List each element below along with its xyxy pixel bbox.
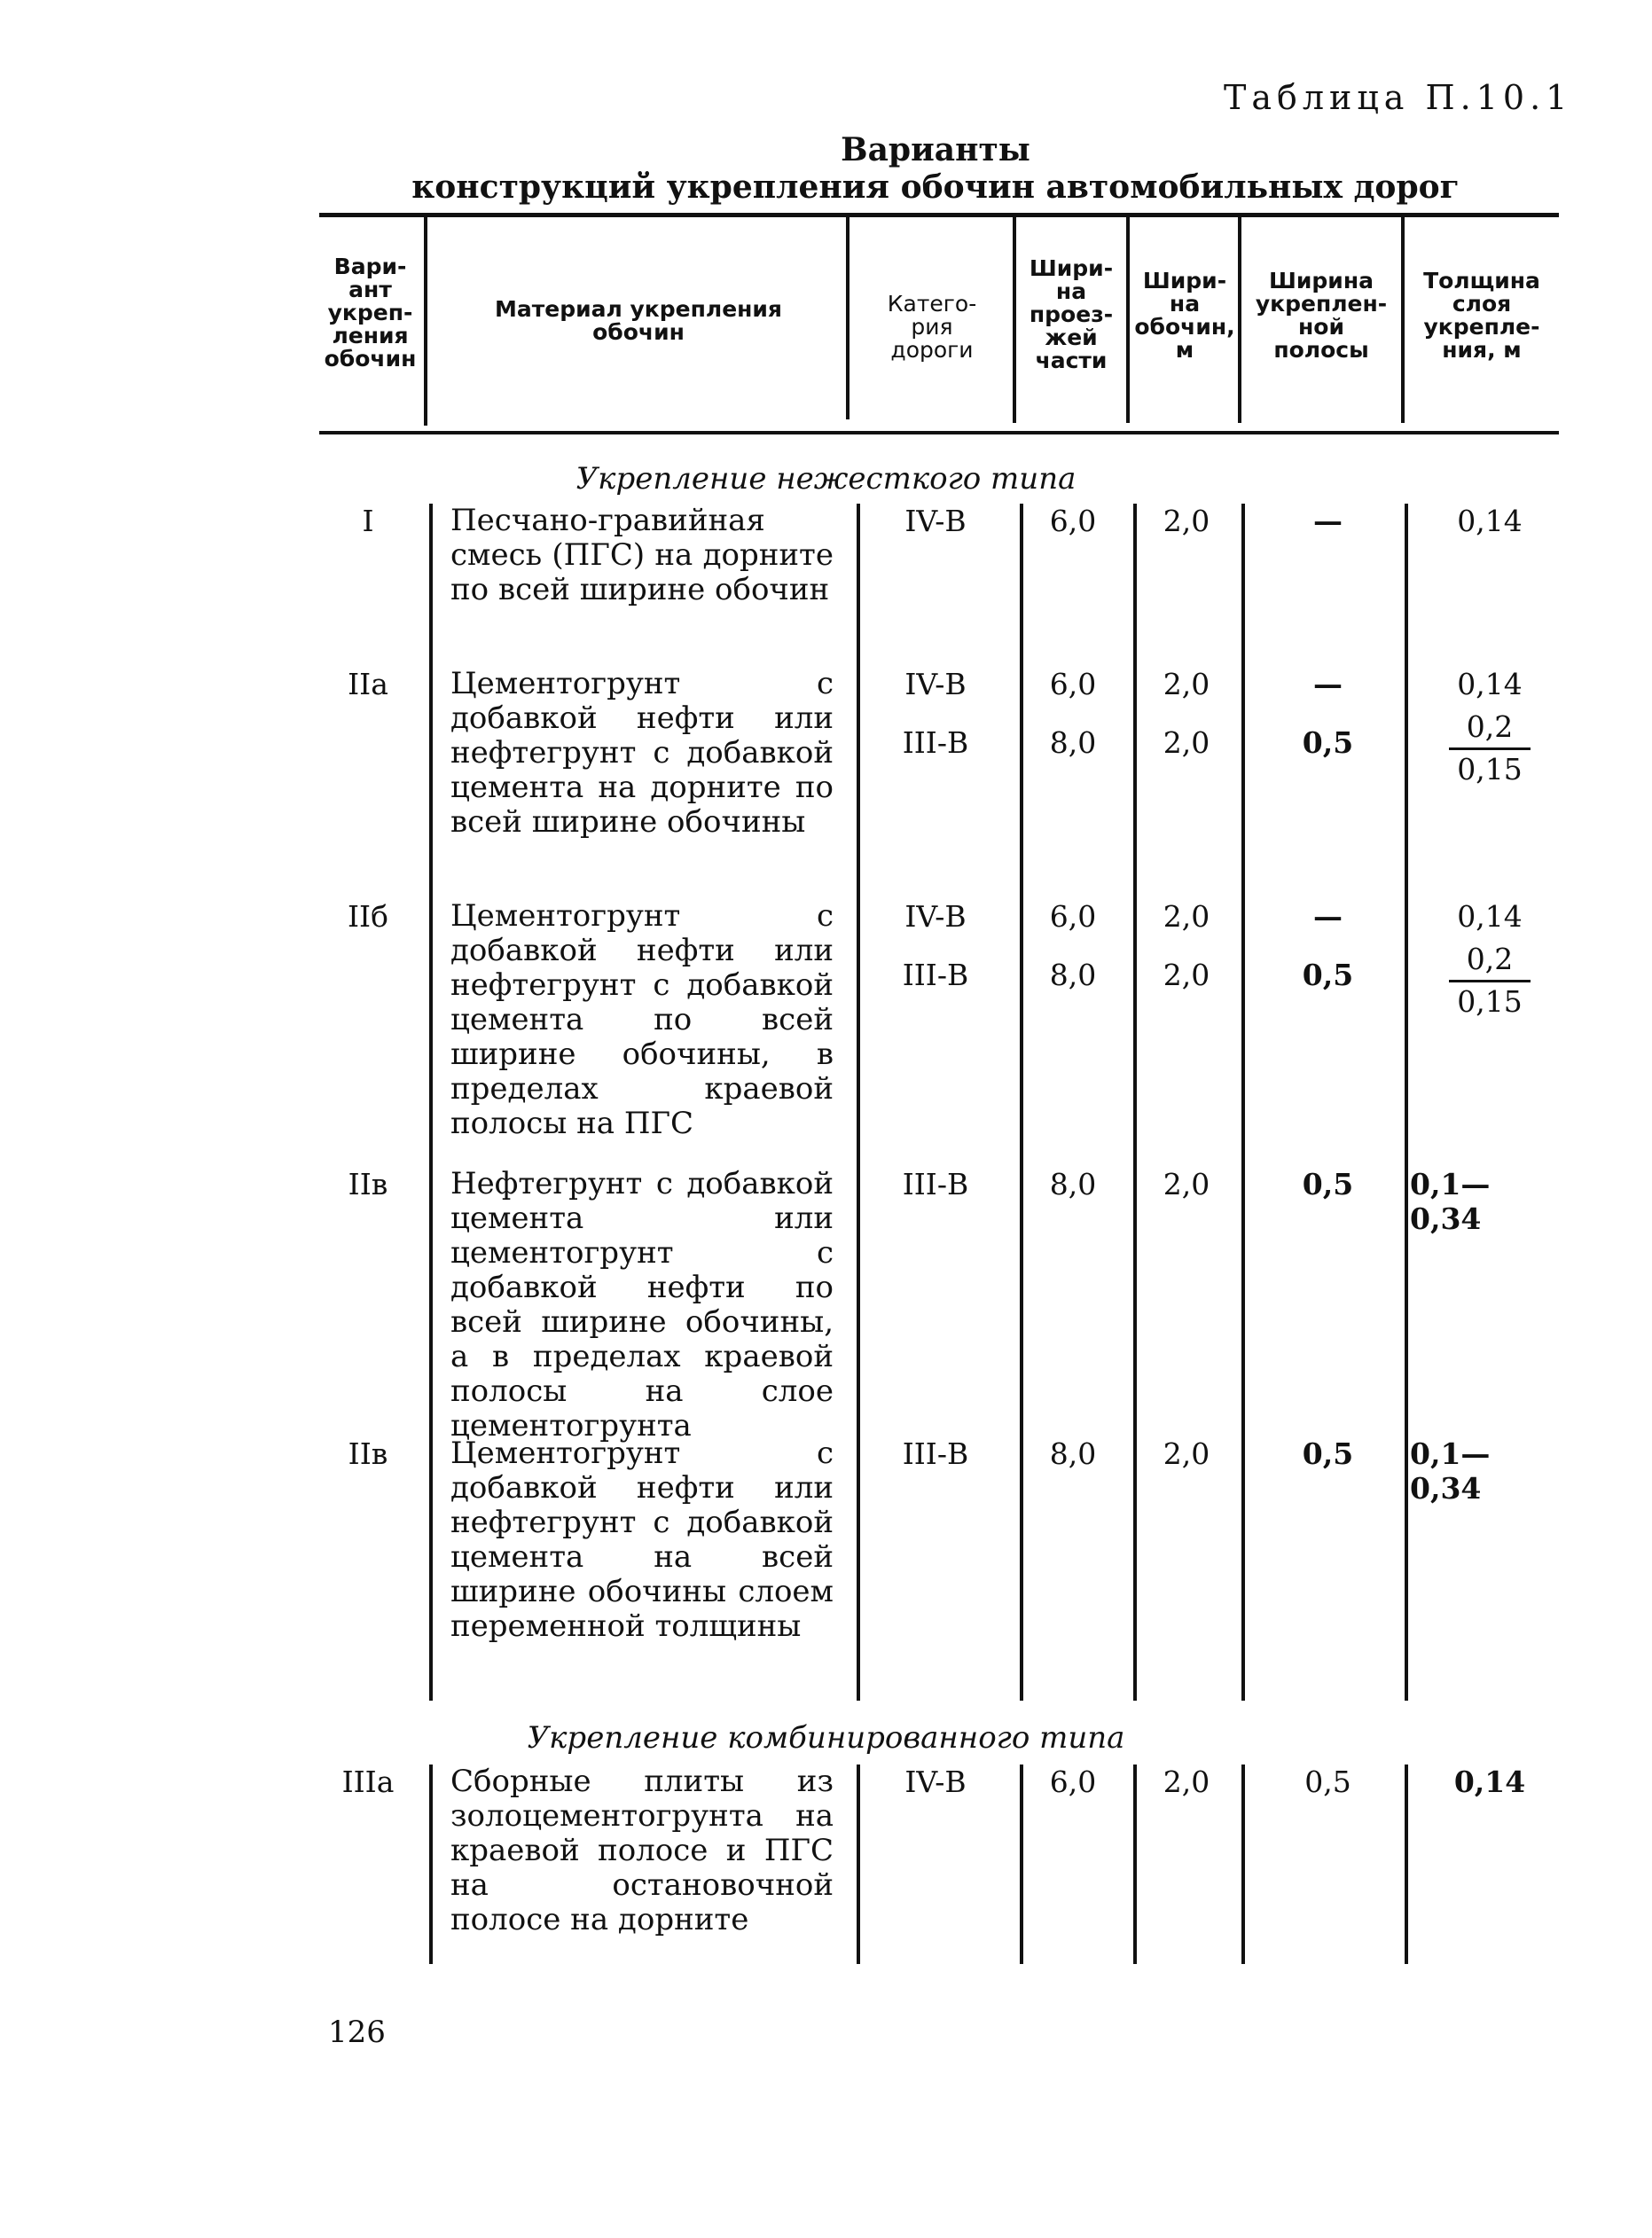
row-strip: — <box>1313 667 1343 701</box>
section-title-nonrigid: Укрепление нежесткого типа <box>575 461 1077 497</box>
header-category: Катего- рия дороги <box>887 291 977 363</box>
row-material: Цементогрунт с добавкой нефти или нефтегрунт с добавкой цемента по всей ширине обочины, в пределах краевой полосы на ПГС <box>450 898 834 1141</box>
row-variant: I <box>362 504 374 538</box>
row-category: IV-В <box>904 667 967 701</box>
fraction-numerator: 0,2 <box>1449 942 1531 982</box>
row-category: III-В <box>902 1436 969 1471</box>
header-divider <box>1401 217 1405 423</box>
row-carriageway: 8,0 <box>1049 725 1097 760</box>
column-divider <box>429 504 433 1701</box>
row-strip: 0,5 <box>1302 725 1354 760</box>
row-category: IV-В <box>904 899 967 934</box>
header-divider <box>424 217 427 426</box>
row-carriageway: 6,0 <box>1049 899 1097 934</box>
row-strip: 0,5 <box>1302 1167 1354 1201</box>
header-variant: Вари- ант укреп- ления обочин <box>324 254 417 372</box>
row-strip: — <box>1313 504 1343 538</box>
row-category: IV-В <box>904 504 967 538</box>
row-strip: 0,5 <box>1304 1765 1351 1799</box>
row-shoulder: 2,0 <box>1163 725 1210 760</box>
header-carriageway: Шири- на проез- жей части <box>1029 255 1114 373</box>
row-thickness: 0,14 <box>1457 504 1523 538</box>
row-material: Песчано-гравийная смесь (ПГС) на дорните по всей ширине обочин <box>450 503 834 607</box>
row-carriageway: 6,0 <box>1049 1765 1097 1799</box>
header-divider <box>1238 217 1241 423</box>
header-divider <box>1013 217 1016 423</box>
table-title-line1: Варианты <box>841 131 1030 168</box>
row-category: IV-В <box>904 1765 967 1799</box>
header-bottom-rule <box>319 431 1559 434</box>
row-shoulder: 2,0 <box>1163 899 1210 934</box>
header-thickness: Толщина слоя укрепле- ния, м <box>1423 268 1540 363</box>
row-variant: IIв <box>348 1167 388 1201</box>
row-carriageway: 8,0 <box>1049 1436 1097 1471</box>
row-material: Нефтегрунт с добавкой цемента или цементогрунт с добавкой нефти по всей ширине обочины, а в пределах краевой полосы на слое цементогрунта <box>450 1166 834 1444</box>
fraction-denominator: 0,15 <box>1457 984 1523 1019</box>
row-carriageway: 6,0 <box>1049 504 1097 538</box>
row-variant: IIа <box>348 667 388 701</box>
row-thickness: 0,14 <box>1457 899 1523 934</box>
row-thickness: 0,1—0,34 <box>1410 1167 1491 1236</box>
fraction-denominator: 0,15 <box>1457 752 1523 786</box>
row-thickness-fraction <box>1414 942 1565 1019</box>
row-category: III-В <box>902 958 969 992</box>
row-thickness: 0,14 <box>1457 667 1523 701</box>
row-variant: IIб <box>348 899 388 934</box>
row-shoulder: 2,0 <box>1163 1765 1210 1799</box>
row-category: III-В <box>902 1167 969 1201</box>
row-shoulder: 2,0 <box>1163 1436 1210 1471</box>
row-category: III-В <box>902 725 969 760</box>
header-material: Материал укрепления обочин <box>495 296 782 345</box>
row-shoulder: 2,0 <box>1163 1167 1210 1201</box>
column-divider <box>1241 1765 1245 1964</box>
row-shoulder: 2,0 <box>1163 667 1210 701</box>
fraction-numerator: 0,2 <box>1449 709 1531 750</box>
row-shoulder: 2,0 <box>1163 504 1210 538</box>
row-strip: 0,5 <box>1302 1436 1354 1471</box>
column-divider <box>1241 504 1245 1701</box>
row-variant: IIв <box>348 1436 388 1471</box>
row-shoulder: 2,0 <box>1163 958 1210 992</box>
header-strip: Ширина укреплен- ной полосы <box>1255 268 1388 363</box>
row-carriageway: 8,0 <box>1049 958 1097 992</box>
table-title-line2: конструкций укрепления обочин автомобильных дорог <box>411 168 1460 206</box>
row-thickness-fraction <box>1414 709 1565 786</box>
row-strip: — <box>1313 899 1343 934</box>
header-divider <box>846 217 849 419</box>
section-title-combined: Укрепление комбинированного типа <box>527 1720 1125 1756</box>
row-material: Цементогрунт с добавкой нефти или нефтегрунт с добавкой цемента на всей ширине обочины слоем переменной толщины <box>450 1436 834 1644</box>
row-carriageway: 6,0 <box>1049 667 1097 701</box>
column-divider <box>429 1765 433 1964</box>
header-shoulder: Шири- на обочин, м <box>1134 268 1235 363</box>
row-thickness: 0,14 <box>1453 1765 1526 1799</box>
table-label: Таблица П.10.1 <box>1224 78 1573 117</box>
row-thickness: 0,1—0,34 <box>1410 1436 1491 1506</box>
row-material: Сборные плиты из золоцементогрунта на краевой полосе и ПГС на остановочной полосе на дорните <box>450 1764 834 1937</box>
row-strip: 0,5 <box>1302 958 1354 992</box>
header-top-rule <box>319 213 1559 217</box>
page-number: 126 <box>328 2015 386 2050</box>
row-variant: IIIа <box>341 1765 395 1799</box>
row-carriageway: 8,0 <box>1049 1167 1097 1201</box>
row-material: Цементогрунт с добавкой нефти или нефтегрунт с добавкой цемента на дорните по всей ширине обочины <box>450 666 834 840</box>
header-divider <box>1126 217 1130 423</box>
